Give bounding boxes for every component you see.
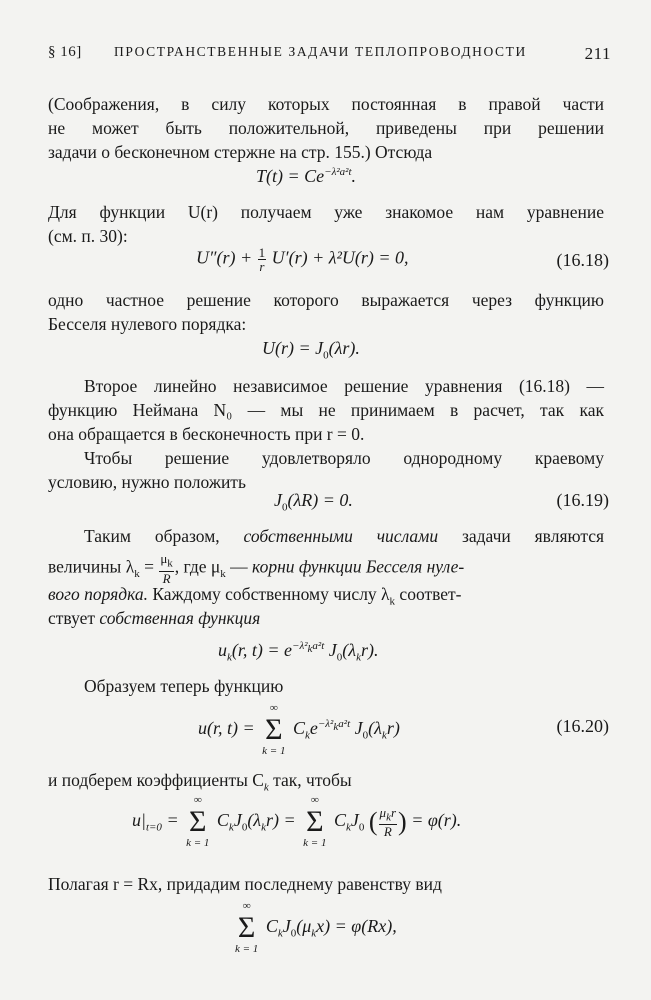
equation-eigenfunction: $u_k(r$, $t) = e^{-\lambda^2_ka^2t}$ $J_0(\lambda_kr)$. [218, 640, 379, 664]
equation-number: (16.20) [556, 716, 609, 736]
text-line: одно частное решение которого выражается через функцию [48, 290, 604, 310]
text-line: ствует собственная функция [48, 608, 261, 628]
text-line: Для функции U(r) получаем уже знакомое нам уравнение [48, 202, 604, 222]
equation-U: $U(r) = J_0(\lambda r)$. [262, 338, 360, 362]
text-line: условию, нужно положить [48, 472, 246, 492]
section-mark: § 16] [48, 44, 82, 60]
equation-initial-condition: $u|_{t=0}$ = ∞ Σ k = 1 $C_kJ_0(\lambda_kr)$ = ∞ Σ k = 1 $C_kJ_0$ ( $\frac{\mu_kr}{R}$ ) = φ(r). [132, 794, 462, 849]
text-line: Таким образом, собственными числами задачи являются [84, 526, 605, 546]
equation-final: ∞ Σ k = 1 $C_kJ_0(\mu_kx) = \varphi(Rx)$, [235, 900, 397, 955]
equation-16-18: U″(r) + $\frac{1}{r}$ U′(r) + λ²U(r) = 0, [196, 245, 409, 274]
equation-T: $T(t) = Ce^{-\lambda^2a^2t}$. [256, 166, 356, 186]
chapter-title: ПРОСТРАНСТВЕННЫЕ ЗАДАЧИ ТЕПЛОПРОВОДНОСТИ [114, 44, 527, 59]
text-line: задачи о бесконечном стержне на стр. 155.) Отсюда [48, 142, 433, 162]
equation-number: (16.19) [556, 490, 609, 510]
text-line: Полагая r = Rx, придадим последнему равенству вид [48, 874, 442, 894]
text-line: не может быть положительной, приведены при решении [48, 118, 604, 138]
equation-16-20: u(r, t) = ∞ Σ k = 1 $C_ke^{-\lambda^2_ka^2t}$ $J_0(\lambda_kr)$ [198, 702, 400, 757]
equation-number: (16.18) [556, 250, 609, 270]
text-line: и подберем коэффициенты $C_k$ так, чтобы [48, 770, 352, 794]
equation-16-19: $J_0(\lambda R) = 0$. [274, 490, 353, 514]
running-header [48, 44, 611, 66]
text-line: Чтобы решение удовлетворяло однородному краевому [84, 448, 604, 468]
text-line: функцию Неймана N₀ — мы не принимаем в расчет, так как [48, 400, 604, 420]
text-line: Второе линейно независимое решение уравнения (16.18) — [84, 376, 604, 396]
text-line: величины $\lambda_k$ = $\frac{\mu_k}{R}$ , где $\mu_k$ — корни функции Бесселя нуле- [48, 551, 465, 586]
text-line: (Соображения, в силу которых постоянная в правой части [48, 94, 604, 114]
text-line: Бесселя нулевого порядка: [48, 314, 247, 334]
text-line: Образуем теперь функцию [84, 676, 284, 696]
page-number: 211 [584, 44, 611, 63]
text-line: она обращается в бесконечность при r = 0. [48, 424, 365, 444]
text-line: вого порядка. Каждому собственному числу $\lambda_k$ соответ- [48, 584, 462, 608]
text-line: (см. п. 30): [48, 226, 128, 246]
